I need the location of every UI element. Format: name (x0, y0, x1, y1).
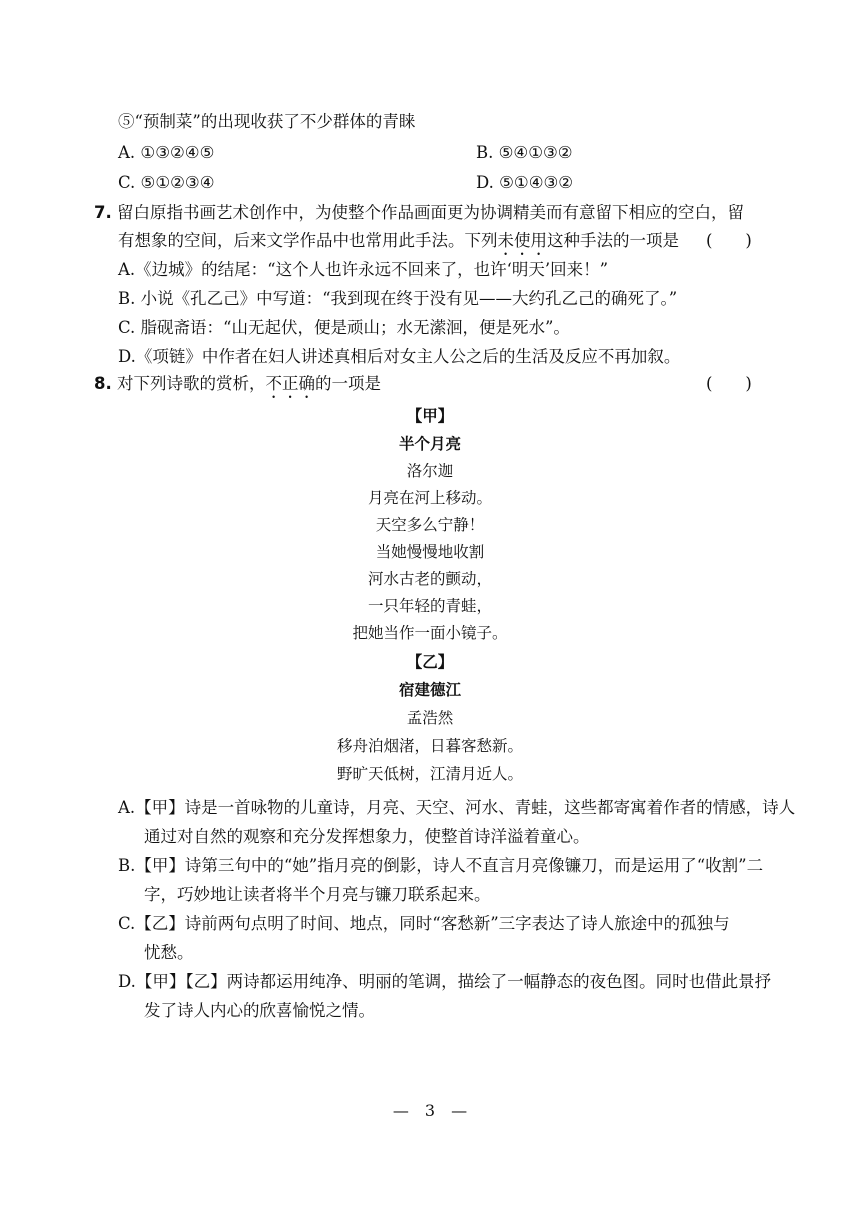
poem-jia-tag: 【甲】 (406, 407, 454, 425)
q8-answer-blank: ( ) (706, 374, 752, 393)
poem-yi-tag: 【乙】 (406, 653, 454, 671)
q7-answer-blank: ( ) (706, 231, 752, 250)
poem-yi-author: 孟浩然 (406, 709, 454, 727)
q6-option-d: D. ⑤①④③② (476, 173, 574, 192)
poem-jia-line: 河水古老的颤动， (367, 570, 492, 588)
q7-option-d: D.《项链》中作者在妇人讲述真相后对女主人公之后的生活及反应不再加叙。 (118, 347, 681, 366)
q7-stem-text2b: 这种手法的一项是 (547, 231, 679, 250)
q6-option-c: C. ⑤①②③④ (118, 173, 215, 192)
q6-option-b: B. ⑤④①③② (476, 143, 573, 162)
q7-number: 7. (94, 203, 112, 222)
poem-yi-line: 野旷天低树，江清月近人。 (336, 765, 523, 783)
q8-option-a-line2: 通过对自然的观察和充分发挥想象力，使整首诗洋溢着童心。 (144, 827, 590, 846)
q8-stem-text-a: 对下列诗歌的赏析， (117, 374, 266, 393)
q8-number: 8. (94, 374, 112, 393)
q8-option-d-line1: D.【甲】【乙】两诗都运用纯净、明丽的笔调，描绘了一幅静态的夜色图。同时也借此景抒 (118, 972, 772, 991)
poem-jia-line: 一只年轻的青蛙， (367, 597, 492, 615)
page-number: — 3 — (392, 1101, 468, 1120)
q7-stem-line2 (118, 229, 679, 259)
q8-option-b-line1: B.【甲】诗第三句中的“她”指月亮的倒影，诗人不直言月亮像镰刀，而是运用了“收割”二 (118, 856, 764, 875)
q8-stem (94, 372, 381, 402)
q8-option-d-line2: 发了诗人内心的欣喜愉悦之情。 (144, 1001, 375, 1020)
poem-jia-line: 月亮在河上移动。 (367, 489, 492, 507)
q8-option-b-line2: 字，巧妙地让读者将半个月亮与镰刀联系起来。 (144, 885, 491, 904)
poem-jia-line: 当她慢慢地收割 (375, 543, 485, 561)
q8-option-a-line1: A.【甲】诗是一首咏物的儿童诗，月亮、天空、河水、青蛙，这些都寄寓着作者的情感，诗人 (118, 798, 796, 817)
q8-emphasis: 不正确 (265, 374, 315, 393)
poem-jia-title: 半个月亮 (398, 435, 461, 453)
q7-option-b: B. 小说《孔乙己》中写道：“我到现在终于没有见——大约孔乙己的确死了。” (118, 289, 678, 308)
poem-jia-author: 洛尔迦 (406, 462, 454, 480)
q7-option-a: A.《边城》的结尾：“这个人也许永远不回来了，也许‘明天’回来！” (118, 260, 609, 279)
q6-option-a: A. ①③②④⑤ (118, 143, 215, 162)
q7-emphasis: 未使用 (497, 231, 547, 250)
poem-yi-title: 宿建德江 (398, 681, 461, 699)
sequence-item-5: ⑤“预制菜”的出现收获了不少群体的青睐 (118, 112, 416, 131)
poem-jia-line: 把她当作一面小镜子。 (352, 624, 508, 642)
poem-yi-line: 移舟泊烟渚，日暮客愁新。 (336, 737, 523, 755)
q8-option-c-line2: 忧愁。 (144, 943, 194, 962)
q8-stem-text-b: 的一项是 (315, 374, 381, 393)
q7-stem-text1: 留白原指书画艺术创作中，为使整个作品画面更为协调精美而有意留下相应的空白，留 (117, 203, 744, 222)
q7-stem-line1 (94, 201, 744, 225)
poem-jia-line: 天空多么宁静！ (375, 516, 485, 534)
q8-option-c-line1: C.【乙】诗前两句点明了时间、地点，同时“客愁新”三字表达了诗人旅途中的孤独与 (118, 914, 730, 933)
q7-option-c: C. 脂砚斋语：“山无起伏，便是顽山；水无潆洄，便是死水”。 (118, 318, 570, 337)
q7-stem-text2a: 有想象的空间，后来文学作品中也常用此手法。下列 (118, 231, 498, 250)
